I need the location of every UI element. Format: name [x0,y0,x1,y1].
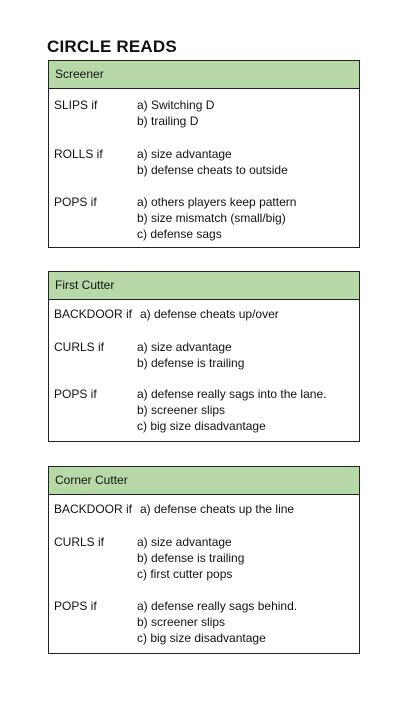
read-option: a) size advantage [137,147,232,161]
read-option: b) defense cheats to outside [137,163,288,177]
read-label: POPS if [54,599,97,613]
read-option: a) defense really sags behind. [137,599,298,613]
read-option: c) big size disadvantage [137,631,266,645]
read-label: POPS if [54,387,97,401]
read-option: b) trailing D [137,114,199,128]
read-option: a) size advantage [137,535,232,549]
read-option: b) size mismatch (small/big) [137,211,286,225]
section-header: First Cutter [49,272,359,300]
read-options [137,194,296,242]
read-option: a) defense cheats up the line [140,502,295,516]
section-header: Screener [49,61,359,89]
read-label: CURLS if [54,535,105,549]
read-option: a) others players keep pattern [137,195,297,209]
read-label: ROLLS if [54,147,103,161]
read-option: c) first cutter pops [137,567,233,581]
read-label: POPS if [54,195,97,209]
read-option: a) size advantage [137,340,232,354]
read-label: BACKDOOR if [54,307,133,321]
read-options [137,534,244,582]
read-options [137,339,244,371]
read-option: c) defense sags [137,227,222,241]
read-options [140,501,294,517]
read-option: a) defense cheats up/over [140,307,279,321]
read-option: a) Switching D [137,98,215,112]
read-label: SLIPS if [54,98,98,112]
read-option: b) defense is trailing [137,551,245,565]
first-cutter-card [48,271,360,442]
read-option: b) defense is trailing [137,356,245,370]
read-option: a) defense really sags into the lane. [137,387,327,401]
read-label: BACKDOOR if [54,502,133,516]
read-options [140,306,279,322]
read-options [137,598,297,646]
read-options [137,146,288,178]
page-title: CIRCLE READS [47,37,177,56]
read-options [137,386,326,434]
read-options [137,97,214,129]
read-option: c) big size disadvantage [137,419,266,433]
read-option: b) screener slips [137,403,226,417]
section-header: Corner Cutter [49,467,359,495]
screener-card [48,60,360,248]
corner-cutter-card [48,466,360,654]
read-label: CURLS if [54,340,105,354]
read-option: b) screener slips [137,615,226,629]
